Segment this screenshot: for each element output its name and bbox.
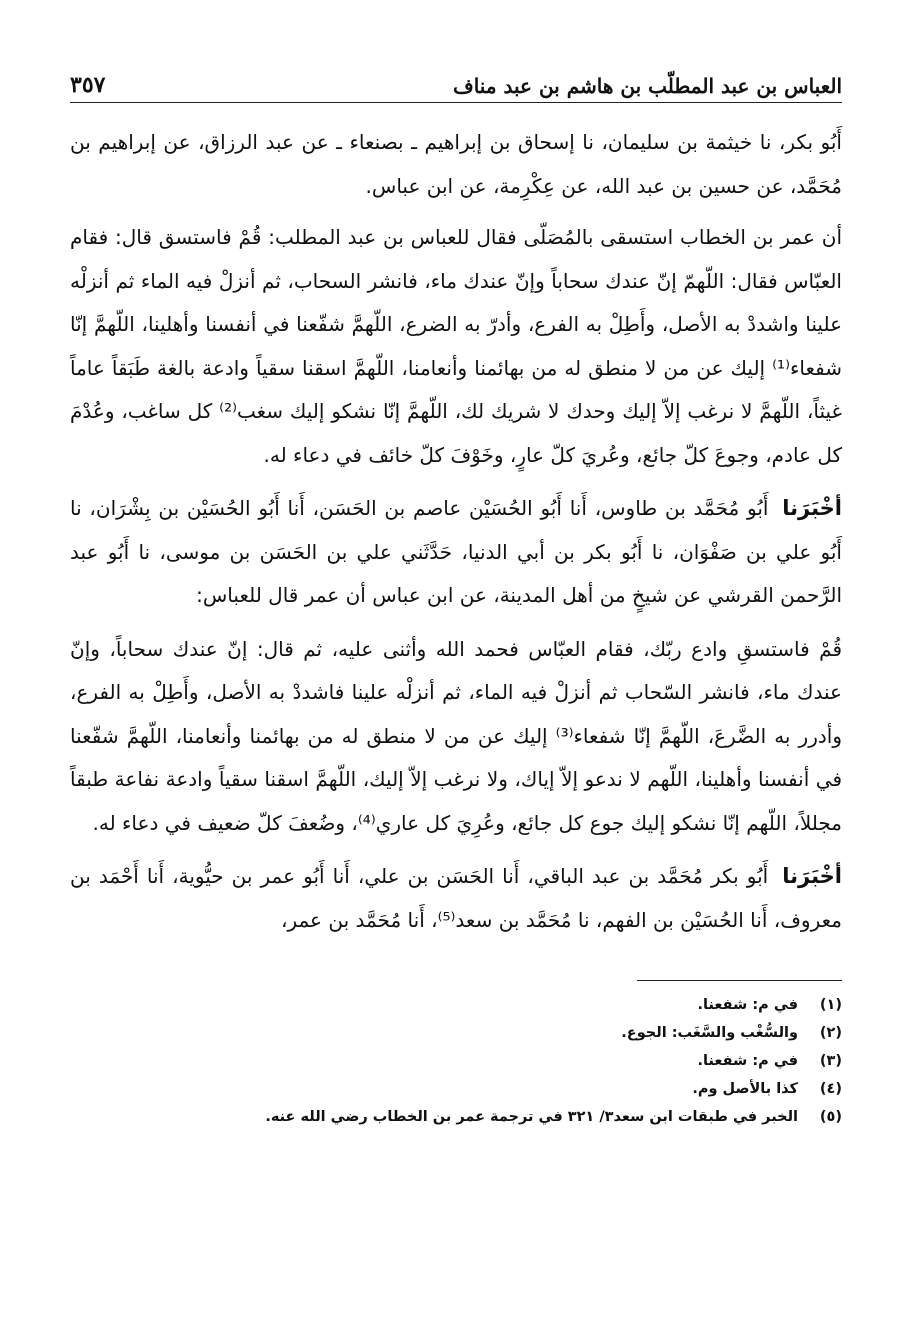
paragraph-matn-2 bbox=[70, 628, 842, 846]
paragraph-text: قُمْ فاستسقِ وادع ربّك، فقام العبّاس فحمد الله وأثنى عليه، ثم قال: إنّ عندك سحاباً، وإنّ عندك ماء، فانشر السّحاب ثم أنزلْ فيه الماء، ثم أنزلْه علينا فاشددْ به الأصل، وأَطِلْ به الفرع، وأدرر به الضَّرعَ، اللّهمَّ إنّا شفعاء⁽³⁾ إليك عن من لا منطق له من بهائمنا وأنعامنا، اللّهمَّ شفّعنا في أنفسنا وأهلينا، اللّهم لا ندعو إلاّ إياك، ولا نرغب إلاّ إليك، اللّهمَّ اسقنا سقياً وادعة نفاعة طبقاً مجللاً، اللّهم إنّا نشكو إليك جوع كل جائع، وعُرِيَ كل عاري⁽⁴⁾، وضُعفَ كلّ ضعيف في دعاء له. bbox=[70, 636, 842, 835]
footnote bbox=[70, 1019, 842, 1047]
footnote-text: الخبر في طبقات ابن سعد٣/ ٣٢١ في ترجمة عمر بن الخطاب رضي الله عنه. bbox=[265, 1109, 798, 1125]
paragraph-matn-1 bbox=[70, 216, 842, 477]
paragraph-text: أَبُو مُحَمَّد بن طاوس، أَنا أَبُو الحُسَيْن عاصم بن الحَسَن، أَنا أَبُو الحُسَيْن بن بِشْرَان، نا أَبُو علي بن صَفْوَان، نا أَبُو بكر بن أبي الدنيا، حَدَّثَني علي بن الحَسَن بن موسى، نا أَبُو عبد الرَّحمن القرشي عن شيخٍ من أهل المدينة، عن ابن عباس أن عمر قال للعباس: bbox=[70, 496, 842, 607]
footnote-text: في م: شفعنا. bbox=[697, 997, 798, 1013]
footnote bbox=[70, 1103, 842, 1131]
footnote-number: (٢) bbox=[819, 1025, 842, 1041]
footnote-number: (٥) bbox=[819, 1109, 842, 1125]
paragraph-isnad-2 bbox=[70, 487, 842, 618]
paragraph-lead-word: أخْبَرَنا bbox=[782, 864, 843, 888]
book-page bbox=[70, 58, 842, 1335]
running-header bbox=[70, 58, 842, 103]
page-number: ٣٥٧ bbox=[70, 72, 106, 98]
footnote-separator-wrap bbox=[70, 950, 842, 991]
footnote-separator bbox=[637, 980, 842, 981]
footnotes bbox=[70, 991, 842, 1131]
paragraph-isnad-3 bbox=[70, 855, 842, 942]
footnote bbox=[70, 1047, 842, 1075]
paragraph-text: أَبُو بكر مُحَمَّد بن عبد الباقي، أَنا الحَسَن بن علي، أَنا أَبُو عمر بن حيُّوية، أَنا أَحْمَد بن معروف، أَنا الحُسَيْن بن الفهم، نا مُحَمَّد بن سعد⁽⁵⁾، أَنا مُحَمَّد بن عمر، bbox=[70, 864, 842, 932]
footnote-number: (٣) bbox=[819, 1053, 842, 1069]
footnote bbox=[70, 991, 842, 1019]
running-title: العباس بن عبد المطلّب بن هاشم بن عبد مناف bbox=[452, 74, 842, 98]
footnote-number: (٤) bbox=[819, 1081, 842, 1097]
footnote-number: (١) bbox=[819, 997, 842, 1013]
footnote-text: في م: شفعنا. bbox=[697, 1053, 798, 1069]
paragraph-lead-word: أخْبَرَنا bbox=[782, 496, 842, 520]
footnote-text: والسُّغْب والسَّغَب: الجوع. bbox=[621, 1025, 798, 1041]
footnote bbox=[70, 1075, 842, 1103]
footnote-text: كذا بالأصل وم. bbox=[692, 1081, 798, 1097]
paragraph-text: أَبُو بكر، نا خيثمة بن سليمان، نا إسحاق بن إبراهيم ـ بصنعاء ـ عن عبد الرزاق، عن إبراهيم بن مُحَمَّد، عن حسين بن عبد الله، عن عِكْرِمة، عن ابن عباس. bbox=[70, 130, 842, 198]
main-text bbox=[70, 121, 842, 942]
paragraph-isnad-1 bbox=[70, 121, 842, 208]
paragraph-text: أن عمر بن الخطاب استسقى بالمُصَلّى فقال للعباس بن عبد المطلب: قُمْ فاستسق قال: فقام العبّاس فقال: اللّهمّ إنّ عندك سحاباً وإنّ عندك ماء، فانشر السحاب، ثم أنزلْ فيه الماء ثم أنزلْه علينا واشددْ به الأصل، وأَطِلْ به الفرع، وأدرّ به الضرع، اللّهمَّ شفّعنا في أنفسنا وأهلينا، اللّهمَّ إنّا شفعاء⁽¹⁾ إليك عن من لا منطق له من بهائمنا وأنعامنا، اللّهمَّ اسقنا سقياً وادعة بالغة طَبَقاً عاماً غيثاً، اللّهمَّ لا نرغب إلاّ إليك وحدك لا شريك لك، اللّهمَّ إنّا نشكو إليك سغب⁽²⁾ كل ساغب، وعُدْمَ كل عادم، وجوعَ كلّ جائع، وعُريَ كلّ عارٍ، وخَوْفَ كلّ خائف في دعاء له. bbox=[70, 225, 843, 467]
